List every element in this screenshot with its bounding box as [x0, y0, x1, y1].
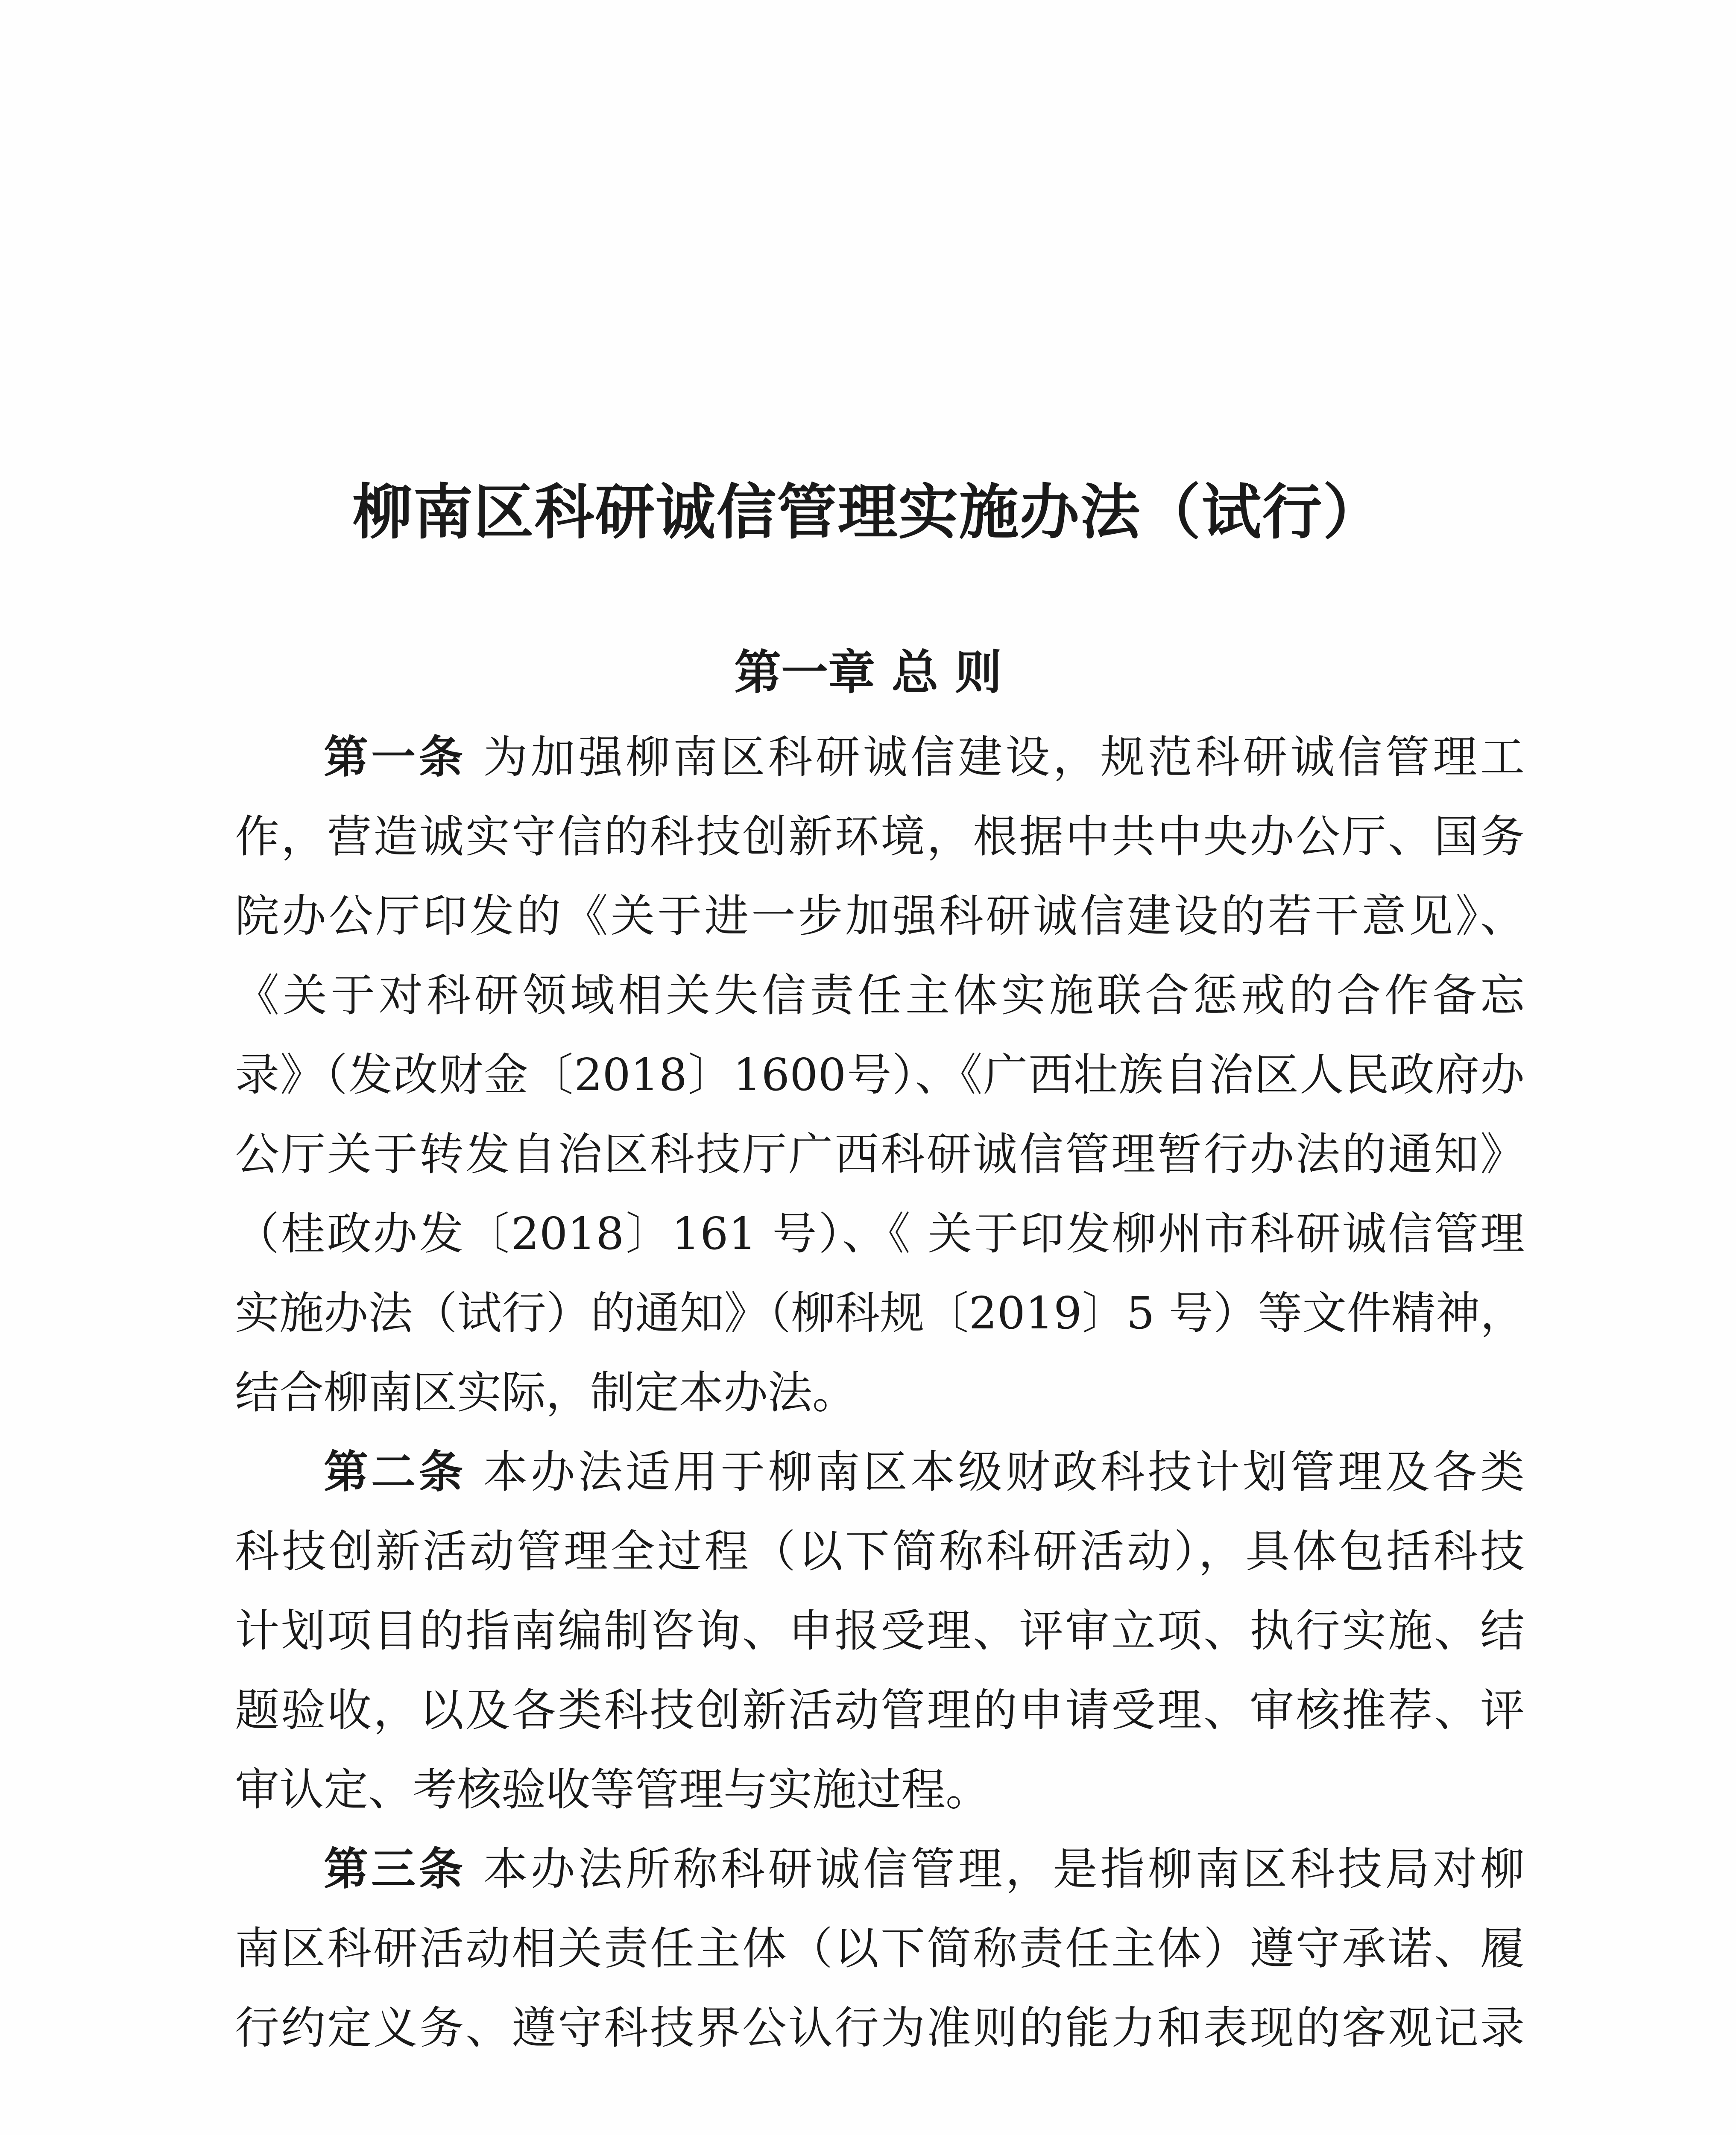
paragraph-line: 南区科研活动相关责任主体（以下简称责任主体）遵守承诺、履 [235, 1922, 1525, 1974]
paragraph-line: 院办公厅印发的《关于进一步加强科研诚信建设的若干意见》、 [235, 890, 1525, 942]
paragraph-line [235, 1432, 1525, 1512]
article-label: 第二条 [324, 1445, 466, 1498]
line-text: 本办法所称科研诚信管理，是指柳南区科技局对柳 [483, 1843, 1525, 1895]
paragraph-line: 审认定、考核验收等管理与实施过程。 [235, 1764, 990, 1816]
paragraph-line [235, 717, 1525, 797]
line-text: 本办法适用于柳南区本级财政科技计划管理及各类 [483, 1446, 1525, 1498]
paragraph-line: 计划项目的指南编制咨询、申报受理、评审立项、执行实施、结 [235, 1605, 1525, 1657]
paragraph-line: 实施办法（试行）的通知》（柳科规〔2019〕5 号）等文件精神， [235, 1287, 1525, 1339]
article-label: 第一条 [324, 731, 466, 783]
paragraph-line: （桂政办发〔2018〕161 号）、《 关于印发柳州市科研诚信管理 [235, 1208, 1525, 1260]
paragraph-line: 录》（发改财金〔2018〕1600号）、《广西壮族自治区人民政府办 [235, 1049, 1525, 1101]
document-title: 柳南区科研诚信管理实施办法（试行） [352, 477, 1384, 547]
paragraph-line: 公厅关于转发自治区科技厅广西科研诚信管理暂行办法的通知》 [235, 1128, 1525, 1180]
paragraph-line: 《关于对科研领域相关失信责任主体实施联合惩戒的合作备忘 [235, 969, 1525, 1021]
article-3 [235, 1829, 1525, 2068]
paragraph-line: 作，营造诚实守信的科技创新环境，根据中共中央办公厅、国务 [235, 810, 1525, 863]
paragraph-line: 结合柳南区实际，制定本办法。 [235, 1366, 857, 1418]
line-text: 为加强柳南区科研诚信建设，规范科研诚信管理工 [483, 731, 1525, 783]
article-2 [235, 1432, 1525, 1829]
document-body [235, 717, 1525, 2068]
paragraph-line: 行约定义务、遵守科技界公认行为准则的能力和表现的客观记录 [235, 2002, 1525, 2054]
article-1 [235, 717, 1525, 1432]
paragraph-line [235, 1829, 1525, 1909]
chapter-heading: 第一章 总 则 [734, 645, 1002, 700]
article-label: 第三条 [324, 1843, 466, 1895]
paragraph-line: 题验收，以及各类科技创新活动管理的申请受理、审核推荐、评 [235, 1684, 1525, 1736]
paragraph-line: 科技创新活动管理全过程（以下简称科研活动），具体包括科技 [235, 1525, 1525, 1577]
